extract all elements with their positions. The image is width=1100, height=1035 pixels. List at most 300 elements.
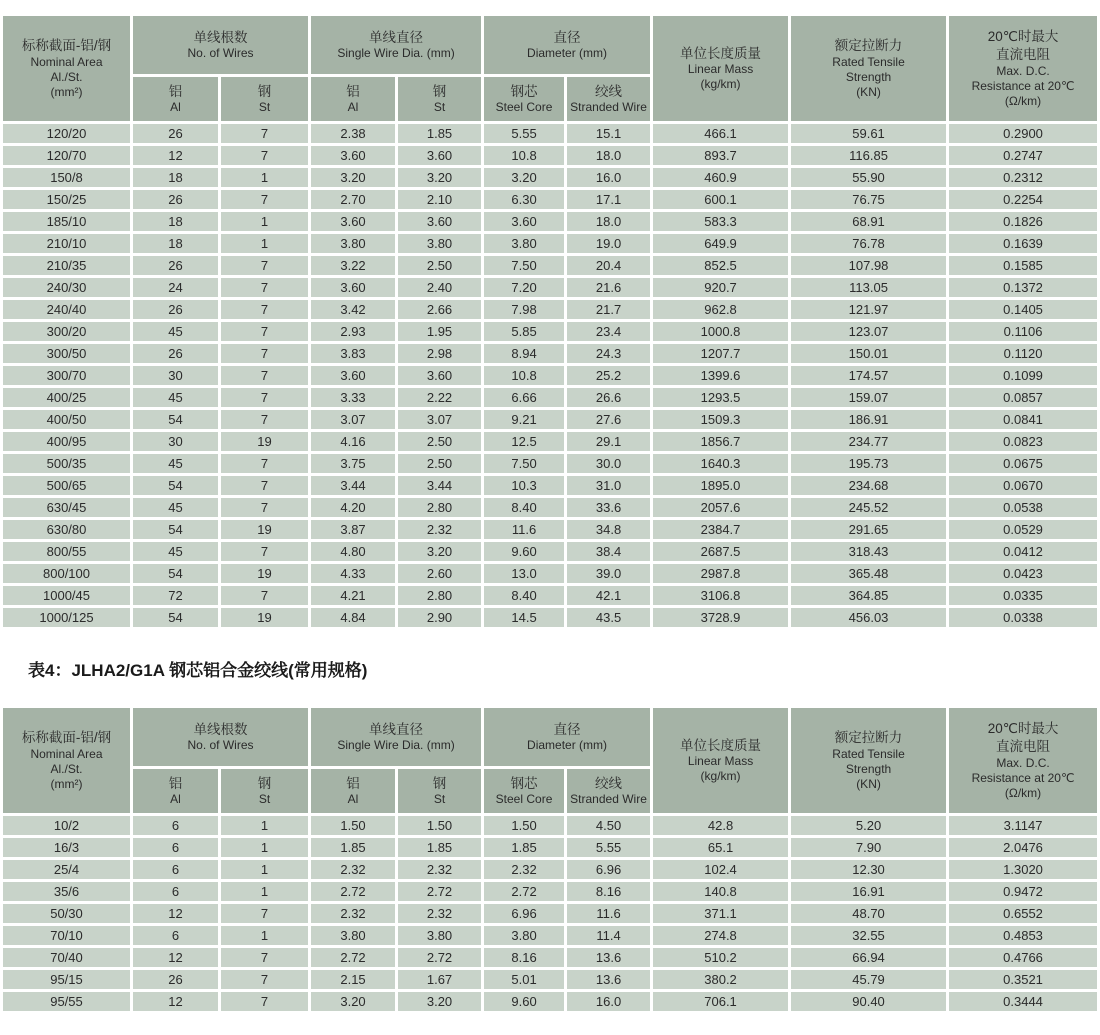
table-cell: 456.03 xyxy=(791,608,946,627)
table-cell: 7 xyxy=(221,970,308,989)
table-cell: 3.42 xyxy=(311,300,395,319)
table-cell: 150/25 xyxy=(3,190,130,209)
table-row xyxy=(3,838,1097,857)
header-group-1: 单线直径 Single Wire Dia. (mm) xyxy=(311,708,481,766)
table-cell: 3.20 xyxy=(398,168,481,187)
table-cell: 24.3 xyxy=(567,344,650,363)
table-cell: 11.4 xyxy=(567,926,650,945)
table-cell: 245.52 xyxy=(791,498,946,517)
table-cell: 2.93 xyxy=(311,322,395,341)
header-sub-2-0: 钢芯 Steel Core xyxy=(484,77,564,121)
table-cell: 11.6 xyxy=(484,520,564,539)
table-cell: 18 xyxy=(133,168,218,187)
header-group-0: 单线根数 No. of Wires xyxy=(133,708,308,766)
table-cell: 68.91 xyxy=(791,212,946,231)
table-cell: 234.68 xyxy=(791,476,946,495)
table-cell: 16.0 xyxy=(567,992,650,1011)
table-cell: 18 xyxy=(133,234,218,253)
table-row xyxy=(3,190,1097,209)
table-cell: 31.0 xyxy=(567,476,650,495)
table-cell: 1 xyxy=(221,882,308,901)
table-cell: 5.85 xyxy=(484,322,564,341)
table-cell: 42.8 xyxy=(653,816,788,835)
table-cell: 7 xyxy=(221,586,308,605)
table-cell: 35/6 xyxy=(3,882,130,901)
table-cell: 7.50 xyxy=(484,454,564,473)
table-cell: 11.6 xyxy=(567,904,650,923)
table-cell: 54 xyxy=(133,608,218,627)
table-row xyxy=(3,520,1097,539)
table-cell: 7 xyxy=(221,948,308,967)
table-cell: 4.84 xyxy=(311,608,395,627)
table-cell: 1895.0 xyxy=(653,476,788,495)
table-cell: 3.60 xyxy=(484,212,564,231)
table-cell: 3.22 xyxy=(311,256,395,275)
table-cell: 3.80 xyxy=(311,926,395,945)
table-cell: 234.77 xyxy=(791,432,946,451)
table-cell: 34.8 xyxy=(567,520,650,539)
table-cell: 76.78 xyxy=(791,234,946,253)
table-cell: 26 xyxy=(133,256,218,275)
table-row xyxy=(3,860,1097,879)
table-cell: 3.80 xyxy=(311,234,395,253)
table4-caption: 表4：JLHA2/G1A 钢芯铝合金绞线(常用规格) xyxy=(28,661,368,680)
table-cell: 3.07 xyxy=(311,410,395,429)
table-cell: 66.94 xyxy=(791,948,946,967)
table-cell: 274.8 xyxy=(653,926,788,945)
table-cell: 300/20 xyxy=(3,322,130,341)
table-cell: 1000/125 xyxy=(3,608,130,627)
table-cell: 19 xyxy=(221,520,308,539)
table-cell: 26 xyxy=(133,300,218,319)
table-cell: 630/45 xyxy=(3,498,130,517)
table-cell: 2.10 xyxy=(398,190,481,209)
table-cell: 54 xyxy=(133,520,218,539)
table-cell: 2.32 xyxy=(484,860,564,879)
table-cell: 4.16 xyxy=(311,432,395,451)
table-row xyxy=(3,256,1097,275)
table-cell: 95/55 xyxy=(3,992,130,1011)
table-cell: 1 xyxy=(221,234,308,253)
table-cell: 18.0 xyxy=(567,146,650,165)
table-cell: 1.85 xyxy=(484,838,564,857)
table-cell: 0.1405 xyxy=(949,300,1097,319)
table-cell: 21.6 xyxy=(567,278,650,297)
table-row xyxy=(3,816,1097,835)
table-cell: 30 xyxy=(133,366,218,385)
table-cell: 0.1099 xyxy=(949,366,1097,385)
header-nominal-area: 标称截面-铝/钢 Nominal Area Al./St. (mm²) xyxy=(3,708,130,813)
table-cell: 800/100 xyxy=(3,564,130,583)
table-cell: 16.0 xyxy=(567,168,650,187)
table-row xyxy=(3,970,1097,989)
table-cell: 1.50 xyxy=(311,816,395,835)
table-cell: 18.0 xyxy=(567,212,650,231)
table-cell: 5.55 xyxy=(484,124,564,143)
table-row xyxy=(3,124,1097,143)
table-cell: 55.90 xyxy=(791,168,946,187)
table-cell: 3.60 xyxy=(398,212,481,231)
table-cell: 5.55 xyxy=(567,838,650,857)
table-cell: 2.72 xyxy=(311,948,395,967)
table-cell: 12 xyxy=(133,904,218,923)
table-cell: 10.3 xyxy=(484,476,564,495)
header-group-1: 单线直径 Single Wire Dia. (mm) xyxy=(311,16,481,74)
table-cell: 0.4766 xyxy=(949,948,1097,967)
table-cell: 45 xyxy=(133,454,218,473)
table-cell: 3.1147 xyxy=(949,816,1097,835)
table-cell: 3.60 xyxy=(311,366,395,385)
table-cell: 174.57 xyxy=(791,366,946,385)
table-cell: 27.6 xyxy=(567,410,650,429)
table-cell: 0.2900 xyxy=(949,124,1097,143)
table-cell: 0.6552 xyxy=(949,904,1097,923)
header-sub-2-1: 绞线 Stranded Wire xyxy=(567,77,650,121)
table-cell: 2.66 xyxy=(398,300,481,319)
table-cell: 59.61 xyxy=(791,124,946,143)
table-row xyxy=(3,608,1097,627)
table-cell: 1 xyxy=(221,926,308,945)
table-cell: 400/95 xyxy=(3,432,130,451)
table-cell: 3.60 xyxy=(398,146,481,165)
table-row xyxy=(3,476,1097,495)
table-row xyxy=(3,344,1097,363)
table-cell: 3728.9 xyxy=(653,608,788,627)
table-cell: 3.75 xyxy=(311,454,395,473)
table-cell: 6 xyxy=(133,816,218,835)
table-cell: 0.0675 xyxy=(949,454,1097,473)
table-cell: 7 xyxy=(221,322,308,341)
table-cell: 380.2 xyxy=(653,970,788,989)
table-cell: 0.1120 xyxy=(949,344,1097,363)
table-cell: 4.33 xyxy=(311,564,395,583)
table-cell: 706.1 xyxy=(653,992,788,1011)
table-row xyxy=(3,410,1097,429)
table-cell: 7 xyxy=(221,300,308,319)
table-cell: 318.43 xyxy=(791,542,946,561)
table-cell: 1.67 xyxy=(398,970,481,989)
table-cell: 39.0 xyxy=(567,564,650,583)
table-cell: 45.79 xyxy=(791,970,946,989)
table-cell: 893.7 xyxy=(653,146,788,165)
table-row xyxy=(3,322,1097,341)
table-cell: 195.73 xyxy=(791,454,946,473)
header-sub-0-0: 铝 Al xyxy=(133,769,218,813)
header-sub-0-1: 钢 St xyxy=(221,769,308,813)
table-cell: 2.50 xyxy=(398,454,481,473)
table-cell: 33.6 xyxy=(567,498,650,517)
table-cell: 4.50 xyxy=(567,816,650,835)
table-cell: 2057.6 xyxy=(653,498,788,517)
table-cell: 3.80 xyxy=(484,926,564,945)
table-cell: 2.60 xyxy=(398,564,481,583)
table-cell: 0.2254 xyxy=(949,190,1097,209)
table-cell: 400/25 xyxy=(3,388,130,407)
table-cell: 7 xyxy=(221,410,308,429)
table-cell: 2687.5 xyxy=(653,542,788,561)
table-cell: 26 xyxy=(133,124,218,143)
table-cell: 3.20 xyxy=(311,992,395,1011)
table-row xyxy=(3,564,1097,583)
table-cell: 6 xyxy=(133,860,218,879)
table-cell: 7 xyxy=(221,454,308,473)
table-cell: 48.70 xyxy=(791,904,946,923)
table-cell: 25/4 xyxy=(3,860,130,879)
table-cell: 8.94 xyxy=(484,344,564,363)
header-sub-1-1: 钢 St xyxy=(398,769,481,813)
table-cell: 23.4 xyxy=(567,322,650,341)
table-cell: 2.80 xyxy=(398,586,481,605)
table-cell: 3106.8 xyxy=(653,586,788,605)
table-cell: 4.20 xyxy=(311,498,395,517)
table-cell: 65.1 xyxy=(653,838,788,857)
table-cell: 9.21 xyxy=(484,410,564,429)
table-cell: 3.87 xyxy=(311,520,395,539)
table-cell: 0.1639 xyxy=(949,234,1097,253)
table-cell: 95/15 xyxy=(3,970,130,989)
table-cell: 6.66 xyxy=(484,388,564,407)
table-cell: 13.6 xyxy=(567,948,650,967)
table-cell: 120/70 xyxy=(3,146,130,165)
table-cell: 8.40 xyxy=(484,498,564,517)
table-cell: 2.32 xyxy=(398,520,481,539)
table-cell: 6 xyxy=(133,882,218,901)
table-cell: 2.72 xyxy=(311,882,395,901)
table-cell: 7 xyxy=(221,344,308,363)
table-cell: 1.85 xyxy=(398,124,481,143)
table-cell: 210/35 xyxy=(3,256,130,275)
table-cell: 500/35 xyxy=(3,454,130,473)
table-cell: 2.72 xyxy=(398,948,481,967)
table-cell: 0.4853 xyxy=(949,926,1097,945)
table-cell: 0.1372 xyxy=(949,278,1097,297)
table-cell: 70/40 xyxy=(3,948,130,967)
table-cell: 400/50 xyxy=(3,410,130,429)
table-cell: 7.20 xyxy=(484,278,564,297)
table-cell: 20.4 xyxy=(567,256,650,275)
header-sub-2-0: 钢芯 Steel Core xyxy=(484,769,564,813)
table-cell: 2.32 xyxy=(311,860,395,879)
table-cell: 15.1 xyxy=(567,124,650,143)
table-cell: 12.5 xyxy=(484,432,564,451)
table-cell: 10/2 xyxy=(3,816,130,835)
table-cell: 2.32 xyxy=(311,904,395,923)
table-cell: 3.20 xyxy=(311,168,395,187)
header-tall-2: 20℃时最大 直流电阻 Max. D.C. Resistance at 20℃ (Ω/km) xyxy=(949,708,1097,813)
table-cell: 7 xyxy=(221,124,308,143)
table-cell: 2.40 xyxy=(398,278,481,297)
table-cell: 8.16 xyxy=(484,948,564,967)
table-cell: 7 xyxy=(221,476,308,495)
table-cell: 32.55 xyxy=(791,926,946,945)
table-cell: 500/65 xyxy=(3,476,130,495)
table-cell: 54 xyxy=(133,564,218,583)
table-cell: 3.20 xyxy=(398,992,481,1011)
table-cell: 6.30 xyxy=(484,190,564,209)
table-cell: 21.7 xyxy=(567,300,650,319)
table-cell: 19 xyxy=(221,564,308,583)
table-cell: 14.5 xyxy=(484,608,564,627)
table-cell: 2.70 xyxy=(311,190,395,209)
table-cell: 150.01 xyxy=(791,344,946,363)
table-cell: 0.0823 xyxy=(949,432,1097,451)
table-row xyxy=(3,542,1097,561)
header-group-2: 直径 Diameter (mm) xyxy=(484,16,650,74)
table-cell: 1 xyxy=(221,838,308,857)
table-cell: 0.0841 xyxy=(949,410,1097,429)
table-cell: 16/3 xyxy=(3,838,130,857)
table-cell: 2.72 xyxy=(484,882,564,901)
table-cell: 6 xyxy=(133,926,218,945)
table-cell: 54 xyxy=(133,410,218,429)
table-cell: 120/20 xyxy=(3,124,130,143)
table-cell: 0.0529 xyxy=(949,520,1097,539)
table-cell: 1.3020 xyxy=(949,860,1097,879)
table-cell: 1.50 xyxy=(398,816,481,835)
header-sub-0-1: 钢 St xyxy=(221,77,308,121)
table-cell: 600.1 xyxy=(653,190,788,209)
table-row xyxy=(3,212,1097,231)
table-row xyxy=(3,926,1097,945)
table-cell: 2.98 xyxy=(398,344,481,363)
table-cell: 6 xyxy=(133,838,218,857)
table-cell: 2.72 xyxy=(398,882,481,901)
table-cell: 2987.8 xyxy=(653,564,788,583)
table-cell: 72 xyxy=(133,586,218,605)
table-cell: 2.15 xyxy=(311,970,395,989)
table-cell: 116.85 xyxy=(791,146,946,165)
header-tall-2: 20℃时最大 直流电阻 Max. D.C. Resistance at 20℃ (Ω/km) xyxy=(949,16,1097,121)
header-nominal-area: 标称截面-铝/钢 Nominal Area Al./St. (mm²) xyxy=(3,16,130,121)
table-cell: 7.90 xyxy=(791,838,946,857)
table-cell: 70/10 xyxy=(3,926,130,945)
table-cell: 42.1 xyxy=(567,586,650,605)
table-cell: 7.98 xyxy=(484,300,564,319)
table-cell: 240/40 xyxy=(3,300,130,319)
table-cell: 300/70 xyxy=(3,366,130,385)
table-row xyxy=(3,586,1097,605)
table-cell: 7 xyxy=(221,992,308,1011)
table-cell: 3.20 xyxy=(398,542,481,561)
table-cell: 1207.7 xyxy=(653,344,788,363)
table-cell: 1000.8 xyxy=(653,322,788,341)
table-cell: 113.05 xyxy=(791,278,946,297)
table-row xyxy=(3,146,1097,165)
table-cell: 7 xyxy=(221,498,308,517)
table-cell: 107.98 xyxy=(791,256,946,275)
table-cell: 24 xyxy=(133,278,218,297)
table-cell: 0.9472 xyxy=(949,882,1097,901)
table-cell: 76.75 xyxy=(791,190,946,209)
table-row xyxy=(3,498,1097,517)
table-cell: 1.85 xyxy=(311,838,395,857)
table-cell: 6.96 xyxy=(567,860,650,879)
table-cell: 26 xyxy=(133,190,218,209)
table-cell: 1.95 xyxy=(398,322,481,341)
table-cell: 17.1 xyxy=(567,190,650,209)
table-cell: 3.60 xyxy=(398,366,481,385)
table-cell: 45 xyxy=(133,498,218,517)
table-cell: 26 xyxy=(133,344,218,363)
table-cell: 1509.3 xyxy=(653,410,788,429)
table-cell: 6.96 xyxy=(484,904,564,923)
table-cell: 1856.7 xyxy=(653,432,788,451)
table-cell: 30.0 xyxy=(567,454,650,473)
header-sub-1-1: 钢 St xyxy=(398,77,481,121)
table-cell: 12 xyxy=(133,948,218,967)
table-cell: 852.5 xyxy=(653,256,788,275)
header-tall-1: 额定拉断力 Rated Tensile Strength (KN) xyxy=(791,708,946,813)
table-cell: 3.44 xyxy=(398,476,481,495)
table-cell: 1293.5 xyxy=(653,388,788,407)
table-cell: 0.0423 xyxy=(949,564,1097,583)
table-cell: 0.0670 xyxy=(949,476,1097,495)
table-cell: 18 xyxy=(133,212,218,231)
table-cell: 0.2747 xyxy=(949,146,1097,165)
table-row xyxy=(3,366,1097,385)
table-cell: 3.83 xyxy=(311,344,395,363)
table-cell: 920.7 xyxy=(653,278,788,297)
table-cell: 2.0476 xyxy=(949,838,1097,857)
table-cell: 3.80 xyxy=(398,234,481,253)
header-group-0: 单线根数 No. of Wires xyxy=(133,16,308,74)
table-cell: 1.85 xyxy=(398,838,481,857)
conductor-spec-table-upper xyxy=(0,13,1100,630)
table-row xyxy=(3,992,1097,1011)
table-cell: 7.50 xyxy=(484,256,564,275)
table-cell: 365.48 xyxy=(791,564,946,583)
table-cell: 3.60 xyxy=(311,212,395,231)
table-cell: 291.65 xyxy=(791,520,946,539)
table-cell: 25.2 xyxy=(567,366,650,385)
table-cell: 364.85 xyxy=(791,586,946,605)
table-cell: 2.22 xyxy=(398,388,481,407)
table-cell: 8.40 xyxy=(484,586,564,605)
table-cell: 7 xyxy=(221,256,308,275)
table-cell: 29.1 xyxy=(567,432,650,451)
table-cell: 12 xyxy=(133,992,218,1011)
table-row xyxy=(3,388,1097,407)
table-cell: 7 xyxy=(221,278,308,297)
table-cell: 3.20 xyxy=(484,168,564,187)
table-row xyxy=(3,278,1097,297)
table-cell: 1.50 xyxy=(484,816,564,835)
table-cell: 5.01 xyxy=(484,970,564,989)
table-cell: 12 xyxy=(133,146,218,165)
table-row xyxy=(3,234,1097,253)
table-cell: 159.07 xyxy=(791,388,946,407)
header-sub-1-0: 铝 Al xyxy=(311,769,395,813)
table-cell: 50/30 xyxy=(3,904,130,923)
table-cell: 3.07 xyxy=(398,410,481,429)
table-cell: 26.6 xyxy=(567,388,650,407)
table-cell: 43.5 xyxy=(567,608,650,627)
table-cell: 45 xyxy=(133,542,218,561)
table-cell: 240/30 xyxy=(3,278,130,297)
table-cell: 2.32 xyxy=(398,904,481,923)
table-cell: 2.80 xyxy=(398,498,481,517)
table-cell: 10.8 xyxy=(484,366,564,385)
table-cell: 123.07 xyxy=(791,322,946,341)
header-sub-2-1: 绞线 Stranded Wire xyxy=(567,769,650,813)
table-cell: 0.1826 xyxy=(949,212,1097,231)
table-cell: 16.91 xyxy=(791,882,946,901)
table-cell: 371.1 xyxy=(653,904,788,923)
table-cell: 9.60 xyxy=(484,992,564,1011)
header-sub-1-0: 铝 Al xyxy=(311,77,395,121)
table-cell: 0.0857 xyxy=(949,388,1097,407)
table-cell: 7 xyxy=(221,904,308,923)
